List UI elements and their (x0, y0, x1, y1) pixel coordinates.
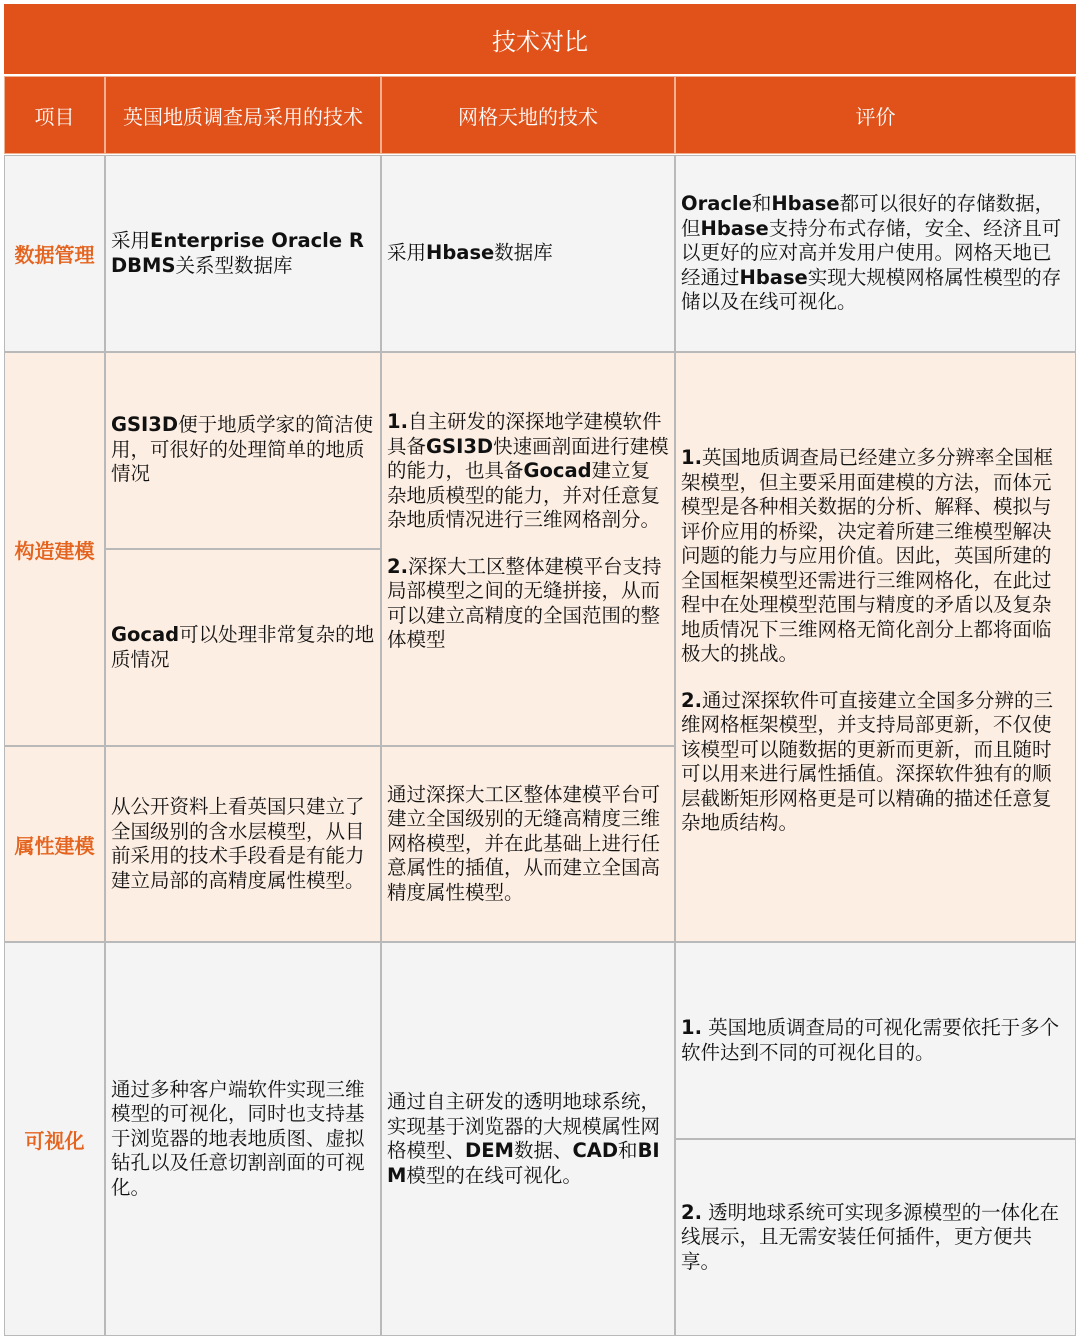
text-run: 数据库 (494, 241, 553, 265)
text-run: 数据、 (513, 1139, 573, 1162)
cell-bgs-gocad (105, 549, 381, 746)
cell-eval-visualization-2 (675, 1139, 1076, 1336)
cell-eval-visualization-1 (675, 942, 1076, 1139)
bold-term: Hbase (426, 241, 495, 265)
bold-term: 1. (681, 446, 702, 469)
cell-grid-visualization (381, 942, 675, 1336)
text-run: 采用 (387, 241, 427, 265)
text-run: 快速画剖面进行建模的能力，也具备 (387, 434, 669, 482)
text-run: 通过多种客户端软件实现三维模型的可视化，同时也支持基于浏览器的地表地质图、虚拟钻孔以及任意切割剖面的可视化。 (111, 1077, 365, 1199)
header-evaluation: 评价 (675, 76, 1076, 154)
cell-bgs-visualization (105, 942, 381, 1336)
cell-bgs-gsi3d (105, 352, 381, 549)
bold-term: 1. (681, 1016, 702, 1039)
text-run: 和 (751, 192, 772, 216)
text-run: 英国地质调查局的可视化需要依托于多个软件达到不同的可视化目的。 (681, 1016, 1060, 1064)
bold-term: Oracle (681, 192, 752, 216)
bold-term: Enterprise Oracle RDBMS (111, 229, 364, 277)
table-title: 技术对比 (4, 4, 1076, 74)
text-run: 通过深探大工区整体建模平台可建立全国级别的无缝高精度三维网格模型，并在此基础上进行任意属性的插值，从而建立全国高精度属性模型。 (387, 782, 661, 904)
cell-bgs-data-management (105, 155, 381, 352)
bold-term: GSI3D (111, 413, 179, 436)
cell-grid-structural-modeling (381, 352, 675, 746)
bold-term: CAD (572, 1139, 619, 1162)
bold-term: Gocad (111, 623, 180, 646)
cell-grid-property-modeling (381, 746, 675, 942)
bold-term: DEM (465, 1139, 514, 1162)
text-run: 关系型数据库 (175, 253, 293, 277)
bold-term: 2. (387, 554, 408, 578)
text-run: 自主研发的深探地学建模软件具备 (387, 410, 662, 458)
bold-term: Gocad (523, 459, 592, 482)
text-run: 采用 (111, 229, 151, 252)
bold-term: 2. (681, 688, 702, 712)
text-run: 都可以很好的存储数据，但 (681, 192, 1055, 240)
cell-bgs-property-modeling (105, 746, 381, 942)
cell-eval-data-management (675, 155, 1076, 352)
text-run: 通过深探软件可直接建立全国多分辨的三维网格框架模型，并支持局部更新，不仅使该模型可以随数据的更新而更新，而且随时可以用来进行属性插值。深探软件独有的顺层截断矩形网格更是可以精确的描述任意复杂地质结构。 (681, 688, 1053, 834)
text-run: 实现大规模网格属性模型的存储以及在线可视化。 (681, 265, 1062, 314)
text-run: 从公开资料上看英国只建立了全国级别的含水层模型，从目前采用的技术手段看是有能力建立局部的高精度属性模型。 (111, 795, 365, 892)
bold-term: 1. (387, 410, 408, 433)
bold-term: Hbase (700, 216, 769, 240)
header-grid-tech: 网格天地的技术 (381, 76, 675, 154)
row-label-structural-modeling: 构造建模 (4, 352, 105, 746)
bold-term: 2. (681, 1200, 702, 1224)
row-label-visualization: 可视化 (4, 942, 105, 1336)
text-run: 和 (618, 1139, 638, 1162)
text-run: 通过自主研发的透明地球系统，实现基于浏览器的大规模属性网格模型、 (387, 1090, 661, 1162)
bold-term: Hbase (739, 265, 808, 289)
text-run: 建立复杂地质模型的能力，并对任意复杂地质情况进行三维网格剖分。 (387, 459, 661, 531)
text-run: 模型的在线可视化。 (406, 1163, 582, 1187)
row-label-data-management: 数据管理 (4, 155, 105, 352)
text-run: 可以处理非常复杂的地质情况 (111, 623, 375, 671)
header-item: 项目 (4, 76, 105, 154)
bold-term: Hbase (771, 192, 840, 216)
text-run: 便于地质学家的简洁使用，可很好的处理简单的地质情况 (111, 413, 374, 485)
bold-term: BIM (387, 1139, 660, 1187)
text-run: 英国地质调查局已经建立多分辨率全国框架模型，但主要采用面建模的方法，而体元模型是各种相关数据的分析、解释、模拟与评价应用的桥梁，决定着所建三维模型解决问题的能力与应用价值。因此，英国所建的全国框架模型还需进行三维网格化，在此过程中在处理模型范围与精度的矛盾以及复杂地质情况下三维网格无简化剖分上都将面临极大的挑战。 (681, 446, 1053, 665)
cell-eval-modeling (675, 352, 1076, 942)
text-run: 深探大工区整体建模平台支持局部模型之间的无缝拼接，从而可以建立高精度的全国范围的整体模型 (387, 554, 662, 651)
header-bgs-tech: 英国地质调查局采用的技术 (105, 76, 381, 154)
text-run: 支持分布式存储，安全、经济且可以更好的应对高并发用户使用。网格天地已经通过 (681, 216, 1062, 289)
cell-grid-data-management (381, 155, 675, 352)
row-label-property-modeling: 属性建模 (4, 746, 105, 942)
bold-term: GSI3D (426, 434, 494, 458)
text-run: 透明地球系统可实现多源模型的一体化在线展示，且无需安装任何插件，更方便共享。 (681, 1200, 1060, 1273)
